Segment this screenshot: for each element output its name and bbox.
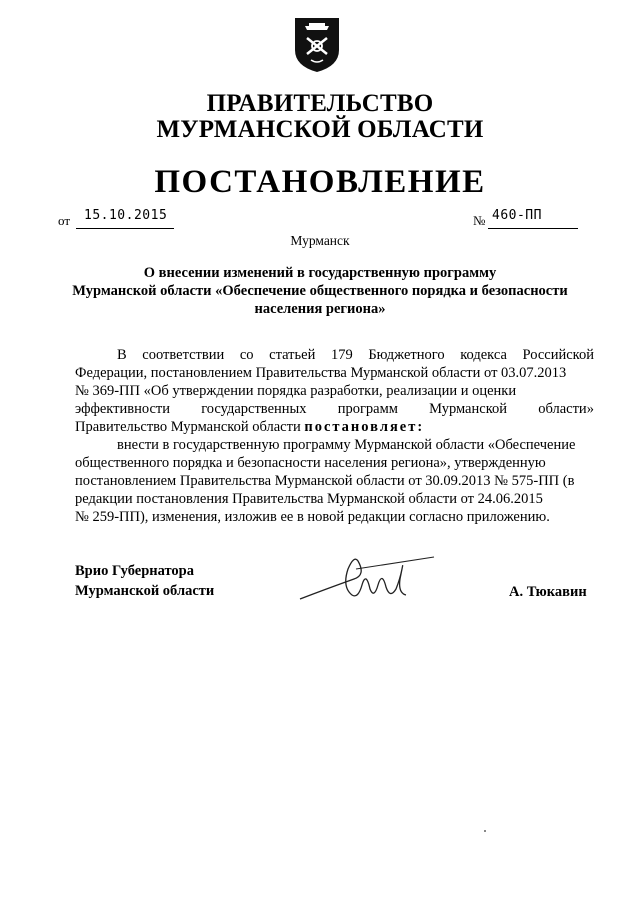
document-date: 15.10.2015 (84, 208, 168, 223)
city-name: Мурманск (290, 233, 350, 248)
handwritten-signature (296, 549, 446, 609)
subject-line: населения региона» (254, 301, 386, 317)
date-underline (76, 228, 174, 229)
body-line: общественного порядка и безопасности населения региона», утвержденную (75, 455, 546, 471)
date-label: от (58, 213, 71, 228)
body-line: редакции постановления Правительства Мурманской области от 24.06.2015 (75, 491, 543, 507)
resolution-verb: постановляет: (304, 419, 425, 435)
body-line: В соответствии со статьей 179 Бюджетного кодекса Российской (117, 347, 594, 363)
body-line: постановлением Правительства Мурманской области от 30.09.2013 № 575-ПП (в (75, 473, 575, 489)
subject-line: О внесении изменений в государственную программу (143, 265, 497, 281)
subject-line: Мурманской области «Обеспечение общественного порядка и безопасности (72, 283, 568, 299)
document-subject (60, 264, 580, 318)
body-line: Правительство Мурманской области постановляет: (75, 419, 425, 435)
body-line: № 369-ПП «Об утверждении порядка разработки, реализации и оценки (75, 383, 517, 399)
body-line: № 259-ПП), изменения, изложив ее в новой редакции согласно приложению. (75, 509, 550, 525)
number-label: № (473, 213, 486, 228)
government-name-line2: МУРМАНСКОЙ ОБЛАСТИ (156, 116, 484, 143)
number-underline (488, 228, 578, 229)
coat-of-arms-emblem (291, 14, 343, 74)
body-line: внести в государственную программу Мурманской области «Обеспечение (117, 437, 576, 453)
scan-speck (484, 830, 486, 832)
government-name-line1: ПРАВИТЕЛЬСТВО (206, 90, 434, 117)
signer-title-line1: Врио Губернатора (75, 563, 194, 579)
signer-name: А. Тюкавин (509, 584, 587, 600)
document-type-title: ПОСТАНОВЛЕНИЕ (154, 164, 486, 200)
signer-title-line2: Мурманской области (75, 583, 215, 599)
document-number: 460-ПП (492, 208, 542, 223)
body-line: Федерации, постановлением Правительства Мурманской области от 03.07.2013 (75, 365, 567, 381)
body-line: эффективности государственных программ Мурманской области» (75, 401, 594, 417)
